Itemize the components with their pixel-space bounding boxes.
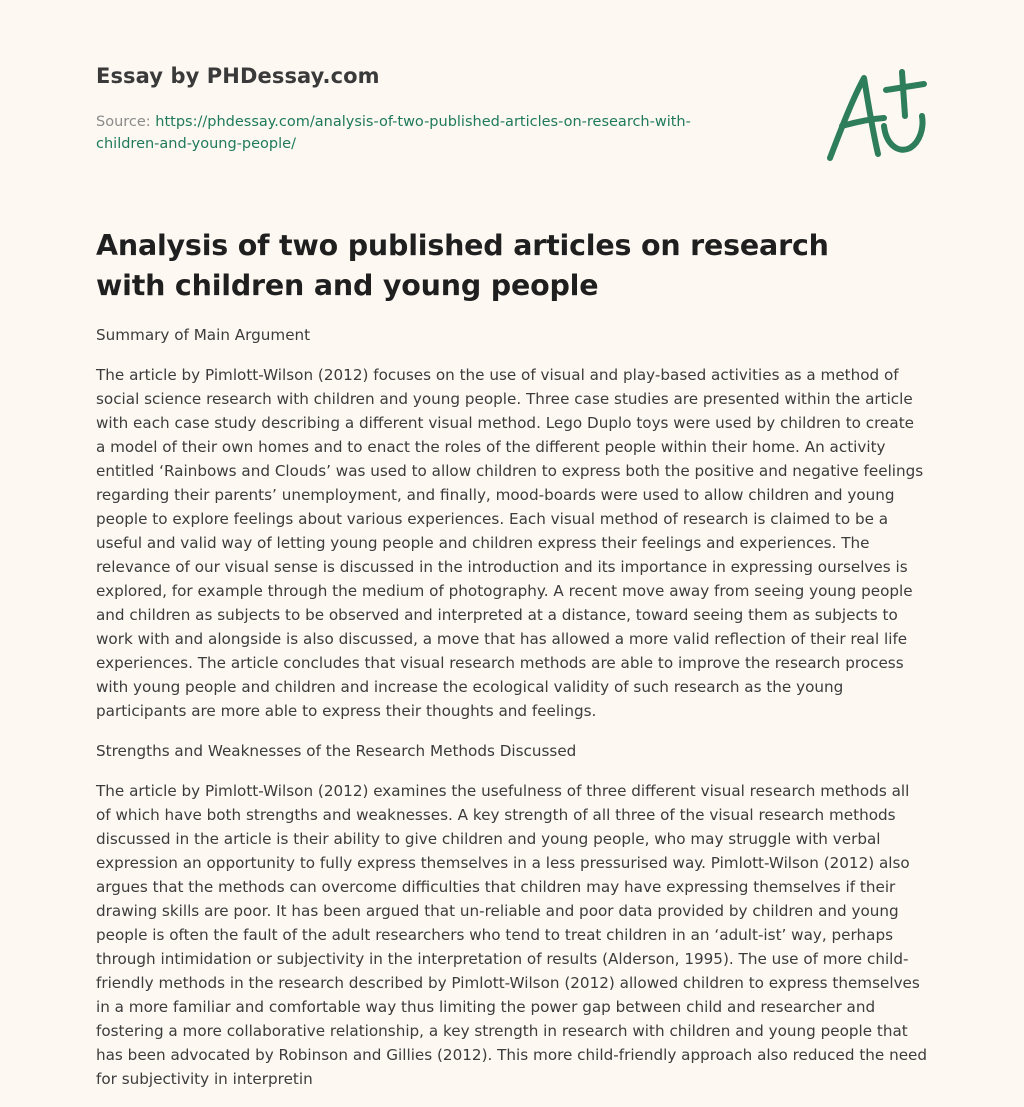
article-body [96, 323, 928, 1107]
section-heading-strengths: Strengths and Weaknesses of the Research Methods Discussed [96, 742, 577, 760]
article-title: Analysis of two published articles on research with children and young people [96, 229, 829, 302]
paragraph-strengths: The article by Pimlott-Wilson (2012) examines the usefulness of three different visual research methods all of which have both strengths and weaknesses. A key strength of all three of the visual research methods discussed in the article is their ability to give children and young people, who may struggle with verbal expression an opportunity to fully express themselves in a less pressurised way. Pimlott-Wilson (2012) also argues that the methods can overcome difficulties that children may have expressing themselves if their drawing skills are poor. It has been argued that un-reliable and poor data provided by children and young people is often the fault of the adult researchers who tend to treat children in an ‘adult-ist’ way, perhaps through intimidation or subjectivity in the interpretation of results (Alderson, 1995). The use of more child-friendly methods in the research described by Pimlott-Wilson (2012) allowed children to express themselves in a more familiar and comfortable way thus limiting the power gap between child and researcher and fostering a more collaborative relationship, a key strength in research with children and young people that has been advocated by Robinson and Gillies (2012). This more child-friendly approach also reduced the need for subjectivity in interpretin [96, 782, 928, 1088]
source-link[interactable]: https://phdessay.com/analysis-of-two-published-articles-on-research-with-children-and-young-people/ [96, 114, 691, 152]
a-plus-logo-icon [822, 66, 932, 166]
site-title: Essay by PHDessay.com [96, 64, 380, 88]
section-heading-summary: Summary of Main Argument [96, 326, 311, 344]
paragraph-summary: The article by Pimlott-Wilson (2012) focuses on the use of visual and play-based activities as a method of social science research with children and young people. Three case studies are presented within the article with each case study describing a different visual method. Lego Duplo toys were used by children to create a model of their own homes and to enact the roles of the different people within their home. An activity entitled ‘Rainbows and Clouds’ was used to allow children to express both the positive and negative feelings regarding their parents’ unemployment, and finally, mood-boards were used to allow children and young people to explore feelings about various experiences. Each visual method of research is claimed to be a useful and valid way of letting young people and children express their feelings and experiences. The relevance of our visual sense is discussed in the introduction and its importance in expressing ourselves is explored, for example through the medium of photography. A recent move away from seeing young people and children as subjects to be observed and interpreted at a distance, toward seeing them as subjects to work with and alongside is also discussed, a move that has allowed a more valid reflection of their real life experiences. The article concludes that visual research methods are able to improve the research process with young people and children and increase the ecological validity of such research as the young participants are more able to express their thoughts and feelings. [96, 366, 924, 720]
source-line [96, 111, 736, 155]
source-label: Source: [96, 114, 156, 130]
